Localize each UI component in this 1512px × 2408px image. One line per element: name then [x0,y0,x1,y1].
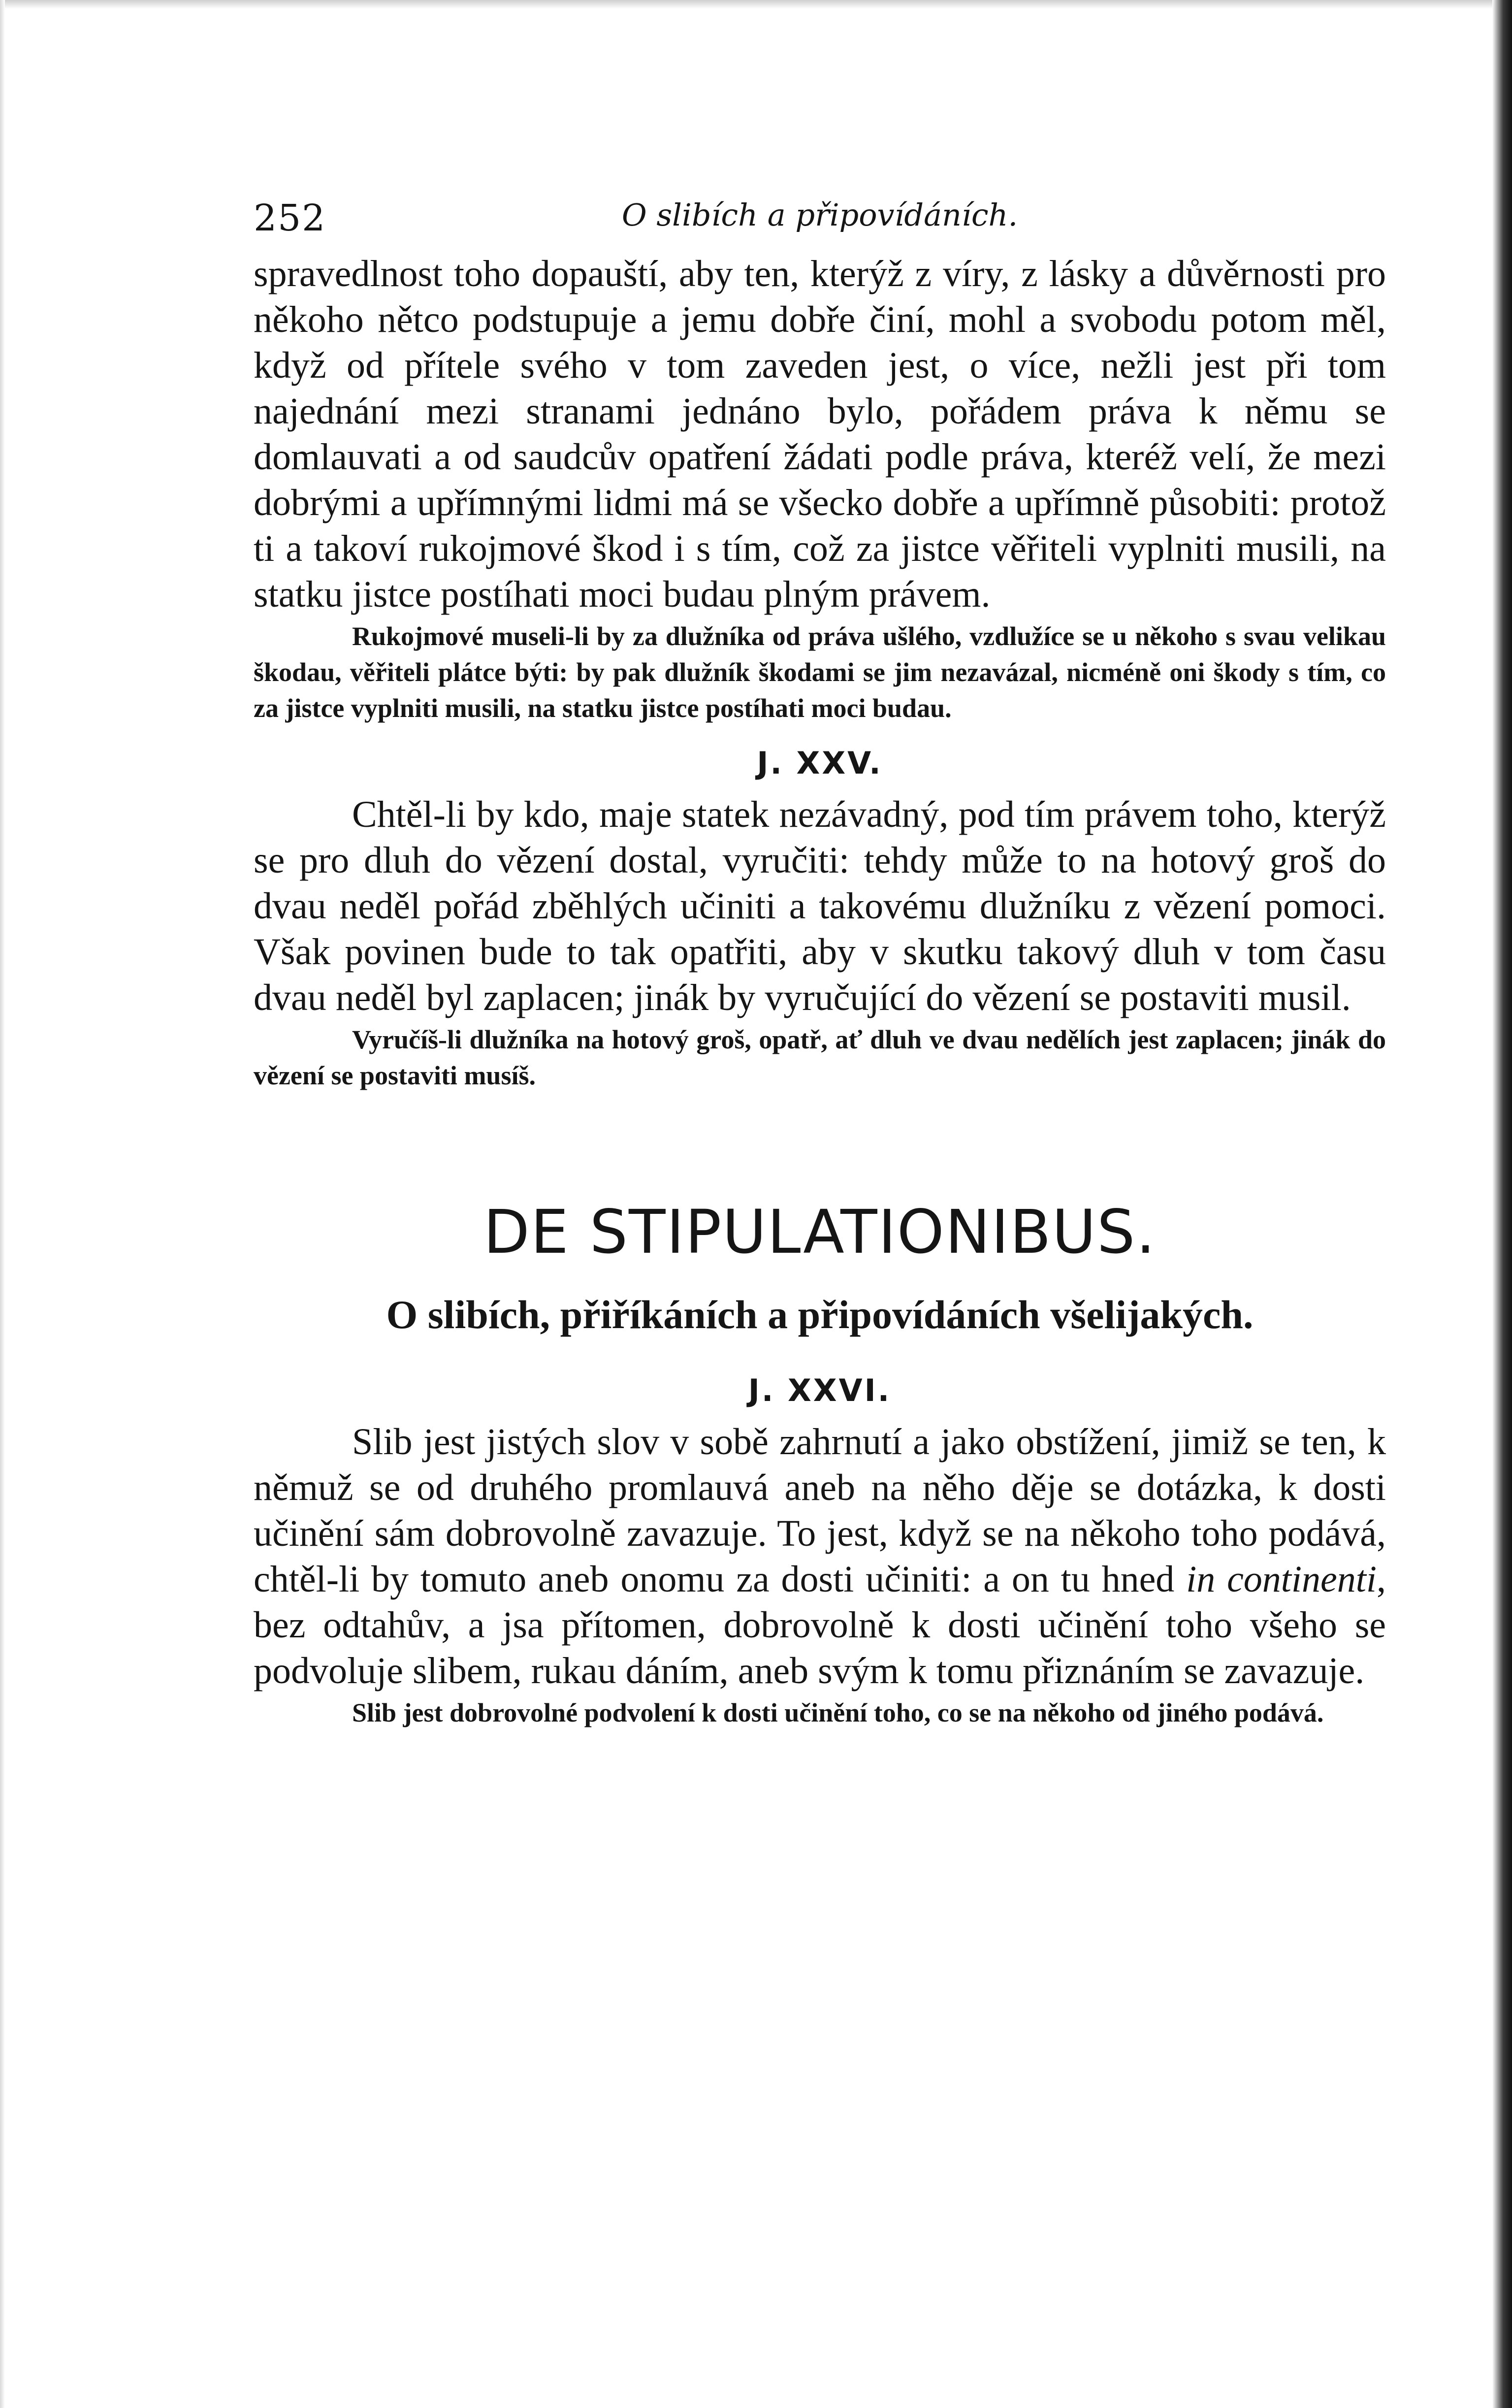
section-25-paragraph: Chtěl-li by kdo, maje statek nezávadný, pod tím právem toho, kterýž se pro dluh do vězení dostal, vyručiti: tehdy může to na hotový groš do dvau neděl pořád zběhlých učiniti a takovému dlužníku z vězení pomoci. Však povinen bude to tak opatřiti, aby v skutku takový dluh v tom času dvau neděl byl zaplacen; jinák by vyručující do vězení se postaviti musil. [254,794,1386,1018]
section-26-latin-phrase: in continenti [1186,1559,1377,1600]
scan-border-top [0,0,1512,9]
scan-border-right [1492,0,1512,2408]
section-26-text-end: , bez odtahův, a jsa přítomen, dobrovolně k dosti učinění toho všeho se podvoluje slibem, rukau dáním, aneb svým k tomu přiznáním se zavazuje. [254,1559,1386,1692]
section-26-text-start: Slib jest jistých slov v sobě zahrnutí a jako obstížení, jimiž se ten, k němuž se od druhého promlauvá aneb na něho děje se dotázka, k dosti učinění sám dobrovolně zavazuje. To jest, když se na někoho toho podává, chtěl-li by tomuto aneb onomu za dosti učiniti: a on tu hned [254,1421,1386,1600]
page-number: 252 [254,197,326,239]
running-head [254,197,1386,251]
scan-border-left [0,0,5,2408]
opening-gloss: Rukojmové museli-li by za dlužníka od práva ušlého, vzdlužíce se u někoho s svau velikau škodau, věřiteli plátce býti: by pak dlužník škodami se jim nezavázal, nicméně oni škody s tím, co za jistce vyplniti musili, na statku jistce postíhati moci budau. [254,621,1386,723]
chapter-czech-title: O slibích, přiříkáních a připovídáních všelijakých. [386,1292,1254,1337]
section-26-paragraph [254,1419,1386,1694]
section-25-gloss: Vyručíš-li dlužníka na hotový groš, opatř, ať dluh ve dvau nedělích jest zaplacen; jinák do vězení se postaviti musíš. [254,1025,1386,1090]
section-26-gloss: Slib jest dobrovolné podvolení k dosti učinění toho, co se na někoho od jiného podává. [352,1698,1324,1727]
running-head-title: O slibích a připovídáních. [621,197,1018,233]
section-26-heading: J. XXVI. [748,1372,892,1408]
book-page [254,197,1386,1731]
section-25-heading: J. XXV. [757,745,883,781]
opening-paragraph: spravedlnost toho dopauští, aby ten, kterýž z víry, z lásky a důvěrnosti pro někoho nětco podstupuje a jemu dobře činí, mohl a svobodu potom měl, když od přítele svého v tom zaveden jest, o více, nežli jest při tom najednání mezi stranami jednáno bylo, pořádem práva k němu se domlauvati a od saudcův opatření žádati podle práva, kteréž velí, že mezi dobrými a upřímnými lidmi má se všecko dobře a upřímně působiti: protož ti a takoví rukojmové škod i s tím, což za jistce věřiteli vyplniti musili, na statku jistce postíhati moci budau plným právem. [254,253,1386,615]
chapter-latin-title: DE STIPULATIONIBUS. [483,1197,1157,1267]
